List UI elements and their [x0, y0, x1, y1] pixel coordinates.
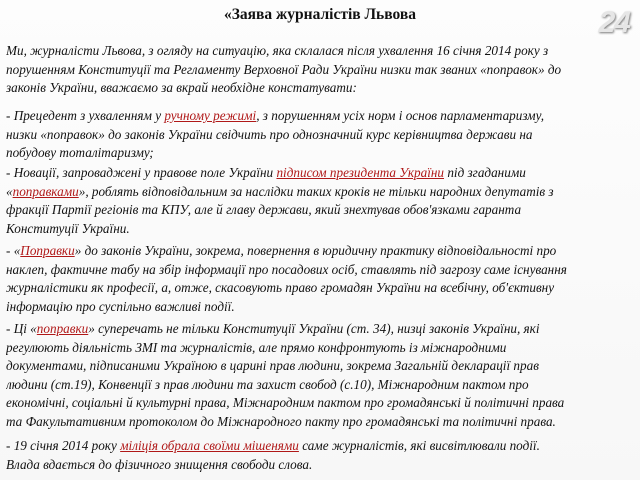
- highlighted-link[interactable]: ручному режимі: [164, 108, 257, 123]
- paragraph-line: [6, 164, 632, 183]
- text-fragment: , з порушенням усіх норм і основ парламентаризму,: [256, 108, 545, 123]
- paragraph-line: документами, підписаними Україною в царині прав людини, зокрема Загальній декларації прав: [6, 358, 539, 373]
- paragraph-precedent: [6, 107, 632, 163]
- text-fragment: саме журналістів, які висвітлювали події.: [298, 438, 540, 453]
- paragraph-line: журналістики як професії, а, отже, скасовують право громадян України на всебічну, об'єктивну: [6, 280, 555, 295]
- intro-line: порушенням Конституції та Регламенту Верховної Ради України низки так званих «поправок» до: [6, 61, 562, 77]
- text-fragment: » суперечать не тільки Конституції України (ст. 34), низці законів України, які: [88, 321, 540, 336]
- paragraph-line: наклеп, фактичне табу на збір інформації про посадових осіб, ставлять під загрозу саме існування: [6, 261, 567, 277]
- intro-line: законів України, вважаємо за вкрай необхідне констатувати:: [6, 80, 357, 95]
- highlighted-link[interactable]: підписом президента України: [276, 165, 445, 180]
- paragraph-line: Конституції України.: [6, 220, 130, 236]
- paragraph-line: побудову тоталітаризму;: [6, 145, 154, 160]
- text-fragment: » до законів України, зокрема, повернення в юридичну практику відповідальності про: [74, 243, 557, 258]
- highlighted-link[interactable]: Поправки: [20, 243, 75, 258]
- paragraph-line: фракції Партії регіонів та КПУ, але й главу держави, який знехтував обов'язками гаранта: [6, 202, 522, 217]
- paragraph-line: [6, 437, 632, 456]
- paragraph-line: [6, 183, 632, 202]
- highlighted-link[interactable]: поправки: [36, 321, 89, 336]
- paragraph-line: та Факультативним протоколом до Міжнародного пакту про громадянські та політичні права.: [6, 413, 556, 429]
- text-fragment: «: [6, 183, 13, 199]
- paragraph-line: регулюють діяльність ЗМІ та журналістів, але прямо конфронтують із міжнародними: [6, 339, 507, 355]
- highlighted-link[interactable]: поправками: [12, 183, 79, 199]
- text-fragment: - «: [6, 243, 21, 258]
- paragraph-line: [6, 320, 632, 339]
- channel-24-logo: 24: [598, 6, 630, 39]
- text-fragment: - Прецедент з ухваленням у: [6, 108, 165, 123]
- intro-line: Ми, журналісти Львова, з огляду на ситуацію, яка склалася після ухвалення 16 січня 2014 року з: [6, 43, 549, 58]
- paragraph-line: економічні, соціальні й культурні права, Міжнародним пактом про громадянські й політичні права: [6, 395, 565, 410]
- text-fragment: - Ці «: [6, 321, 37, 336]
- text-fragment: », роблять відповідальним за наслідки таких кроків не тільки народних депутатів з: [78, 183, 554, 199]
- text-fragment: - 19 січня 2014 року: [6, 438, 121, 453]
- paragraph-line: низки «поправок» до законів України свідчить про однозначний курс керівництва держави на: [6, 126, 533, 142]
- paragraph-novations: [6, 164, 632, 238]
- paragraph-line: людини (ст.19), Конвенції з прав людини та захист свобод (с.10), Міжнародним пактом про: [6, 376, 529, 392]
- paragraph-police: [6, 437, 632, 474]
- highlighted-link[interactable]: міліція обрала своїми мішенями: [120, 438, 299, 453]
- paragraph-line: інформацію про суспільно важливі події.: [6, 298, 235, 314]
- paragraph-amendments: [6, 242, 632, 316]
- text-fragment: під згаданими: [444, 165, 526, 180]
- intro-paragraph: [6, 42, 632, 98]
- text-fragment: - Новації, запроваджені у правове поле України: [6, 165, 277, 180]
- paragraph-line: [6, 107, 632, 126]
- paragraph-line: [6, 242, 632, 261]
- paragraph-line: Влада вдається до фізичного знищення свободи слова.: [6, 456, 313, 472]
- paragraph-contradiction: [6, 320, 632, 431]
- document-title: «Заява журналістів Львова: [223, 6, 417, 23]
